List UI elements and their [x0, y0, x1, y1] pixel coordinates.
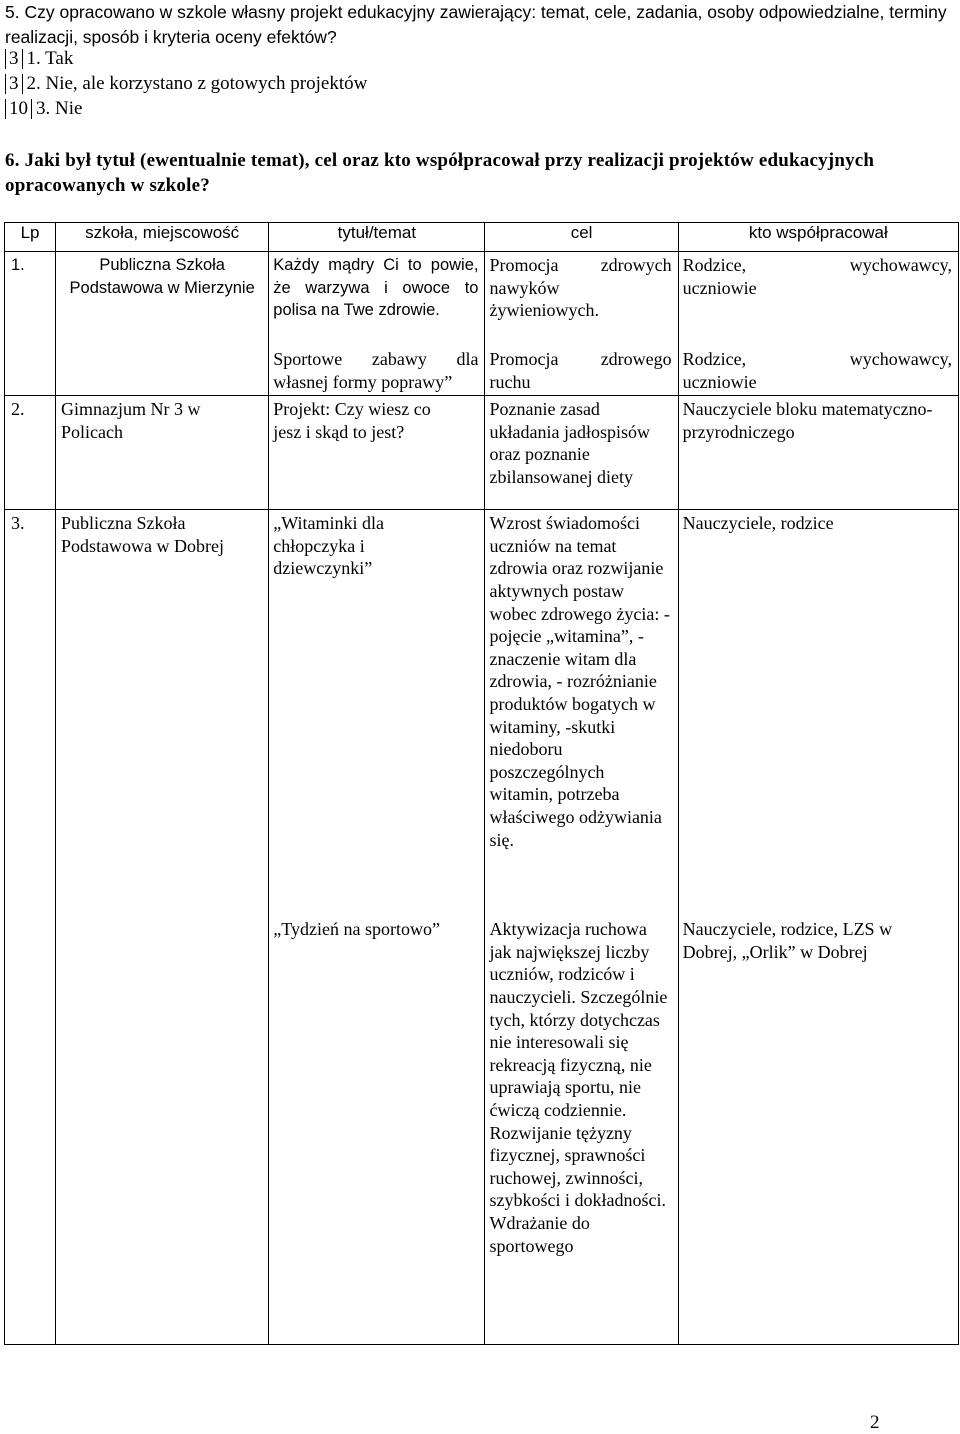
- cell-lp: [5, 396, 56, 510]
- cell-lp: [5, 510, 56, 1345]
- cell-who: [678, 252, 958, 396]
- cell-goal: [485, 396, 678, 510]
- project-title: Każdy mądry Ci to powie, że warzywa i owoce to polisa na Twe zdrowie.: [273, 256, 479, 319]
- collaborator-part: Rodzice,: [682, 255, 747, 275]
- project-collaborators: Nauczyciele bloku matematyczno-przyrodniczego: [682, 399, 933, 442]
- collaborator-part: uczniowie: [682, 371, 757, 392]
- cell-title: [269, 252, 485, 396]
- collaborator-part: Rodzice,: [682, 349, 747, 369]
- lp-value: 1.: [11, 256, 25, 274]
- project-collaborators: [679, 346, 958, 395]
- project-collaborators: Nauczyciele, rodzice, LZS w Dobrej, „Orlik” w Dobrej: [682, 919, 893, 962]
- cell-who: [678, 396, 958, 510]
- answer-list: [5, 46, 367, 121]
- page-number: 2: [870, 1412, 880, 1433]
- school-name: Publiczna Szkoła Podstawowa w Mierzynie: [69, 256, 255, 297]
- project-title: Projekt: Czy wiesz co jesz i skąd to jest?: [273, 399, 431, 442]
- cell-school: [56, 510, 269, 1345]
- projects-table: [4, 222, 959, 1345]
- cell-goal: [485, 252, 678, 396]
- answer-label: 2. Nie, ale korzystano z gotowych projektów: [26, 73, 368, 94]
- project-goal: Aktywizacja ruchowa jak największej liczby uczniów, rodziców i nauczycieli. Szczególnie tych, którzy dotychczas nie interesowali się rekreacją fizyczną, nie uprawiają sportu, nie ćwiczą codziennie. Rozwijanie tężyzny fizycznej, sprawności ruchowej, zwinności, szybkości i dokładności. Wdrażanie do sportowego: [489, 919, 668, 1256]
- cell-school: [56, 396, 269, 510]
- table-row: [5, 510, 959, 1345]
- cell-title: [269, 510, 485, 1345]
- answer-item: [5, 71, 367, 96]
- school-name: Gimnazjum Nr 3 w Policach: [61, 399, 201, 442]
- cell-goal: [485, 510, 678, 1345]
- cell-title: [269, 396, 485, 510]
- answer-count: 3: [5, 74, 23, 94]
- header-goal: cel: [485, 223, 678, 252]
- table-row: [5, 252, 959, 396]
- question-6: 6. Jaki był tytuł (ewentualnie temat), cel oraz kto współpracował przy realizacji projektów edukacyjnych opracowanych w szkole?: [5, 150, 875, 196]
- collaborator-part: wychowawcy,: [849, 255, 952, 275]
- project-collaborators: Nauczyciele, rodzice: [682, 513, 834, 534]
- project-goal: Promocja zdrowych nawyków żywieniowych.: [489, 255, 672, 321]
- project-title: „Tydzień na sportowo”: [273, 919, 440, 940]
- collaborator-part: uczniowie: [682, 277, 757, 298]
- cell-lp: [5, 252, 56, 396]
- lp-value: 2.: [11, 399, 25, 420]
- project-goal: Promocja zdrowego ruchu: [489, 349, 672, 392]
- question-5: 5. Czy opracowano w szkole własny projekt edukacyjny zawierający: temat, cele, zadania, osoby odpowiedzialne, terminy realizacji, sposób i kryteria oceny efektów?: [5, 2, 947, 47]
- header-who: kto współpracował: [678, 223, 958, 252]
- answer-item: [5, 96, 367, 121]
- answer-count: 10: [5, 99, 32, 119]
- header-school: szkoła, miejscowość: [56, 223, 269, 252]
- table-row: [5, 396, 959, 510]
- answer-label: 3. Nie: [36, 98, 83, 119]
- cell-who: [678, 510, 958, 1345]
- answer-item: [5, 46, 367, 71]
- project-goal: Poznanie zasad układania jadłospisów oraz poznanie zbilansowanej diety: [489, 399, 650, 487]
- header-title: tytuł/temat: [269, 223, 485, 252]
- project-goal: Wzrost świadomości uczniów na temat zdrowia oraz rozwijanie aktywnych postaw wobec zdrowego życia: - pojęcie „witamina”, - znaczenie witam dla zdrowia, - rozróżnianie produktów bogatych w witaminy, -skutki niedoboru poszczególnych witamin, potrzeba właściwego odżywiania się.: [489, 513, 670, 850]
- project-collaborators: [679, 252, 958, 346]
- project-title: „Witaminki dla chłopczyka i dziewczynki”: [273, 513, 385, 579]
- header-lp: Lp: [5, 223, 56, 252]
- answer-count: 3: [5, 49, 23, 69]
- school-name: Publiczna Szkoła Podstawowa w Dobrej: [61, 513, 225, 556]
- answer-label: 1. Tak: [26, 48, 74, 69]
- cell-school: [56, 252, 269, 396]
- collaborator-part: wychowawcy,: [849, 349, 952, 369]
- project-title: Sportowe zabawy dla własnej formy poprawy”: [273, 349, 479, 392]
- lp-value: 3.: [11, 513, 25, 534]
- table-header-row: [5, 223, 959, 252]
